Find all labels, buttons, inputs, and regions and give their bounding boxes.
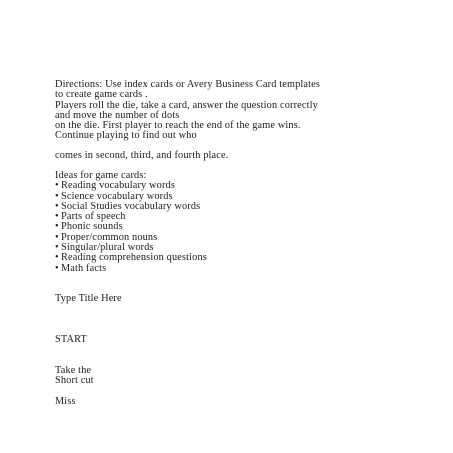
directions-paragraph	[55, 80, 435, 142]
directions-line: to create game cards .	[55, 89, 148, 101]
continuation-line: comes in second, third, and fourth place.	[55, 150, 229, 161]
title-placeholder-text[interactable]: Type Title Here	[55, 293, 122, 304]
bullet-icon: •	[55, 200, 59, 212]
directions-continuation	[55, 151, 435, 161]
ideas-heading: Ideas for game cards:	[55, 170, 147, 181]
miss-space-label	[55, 397, 435, 407]
shortcut-line: Short cut	[55, 375, 94, 387]
bullet-icon: •	[55, 190, 59, 202]
list-item-text: Science vocabulary words	[61, 190, 173, 202]
bullet-icon: •	[55, 180, 59, 192]
directions-line: Directions: Use index cards or Avery Business Card templates	[55, 79, 321, 90]
list-item-text: Parts of speech	[61, 211, 126, 223]
list-item-text: Reading comprehension questions	[61, 252, 207, 264]
directions-line: Players roll the die, take a card, answer the question correctly	[55, 99, 318, 111]
list-item-text: Phonic sounds	[61, 221, 123, 233]
start-text: START	[55, 334, 87, 345]
title-placeholder[interactable]	[55, 294, 435, 304]
bullet-icon: •	[55, 211, 59, 223]
bullet-icon: •	[55, 221, 59, 233]
list-item	[55, 253, 435, 263]
directions-line: Continue playing to find out who	[55, 130, 197, 142]
list-item-text: Proper/common nouns	[61, 231, 158, 243]
bullet-icon: •	[55, 242, 59, 254]
directions-line: on the die. First player to reach the end of the game wins.	[55, 120, 301, 132]
bullet-icon: •	[55, 231, 59, 243]
miss-text: Miss	[55, 396, 76, 407]
shortcut-line: Take the	[55, 365, 92, 376]
directions-line: and move the number of dots	[55, 109, 180, 121]
start-space-label	[55, 335, 435, 345]
ideas-list	[55, 171, 435, 274]
list-item	[55, 264, 435, 274]
list-item-text: Reading vocabulary words	[61, 180, 175, 192]
bullet-icon: •	[55, 262, 59, 274]
list-item-text: Math facts	[61, 262, 107, 274]
bullet-icon: •	[55, 252, 59, 264]
shortcut-space-label	[55, 366, 435, 387]
list-item-text: Social Studies vocabulary words	[61, 200, 201, 212]
list-item-text: Singular/plural words	[61, 242, 154, 254]
